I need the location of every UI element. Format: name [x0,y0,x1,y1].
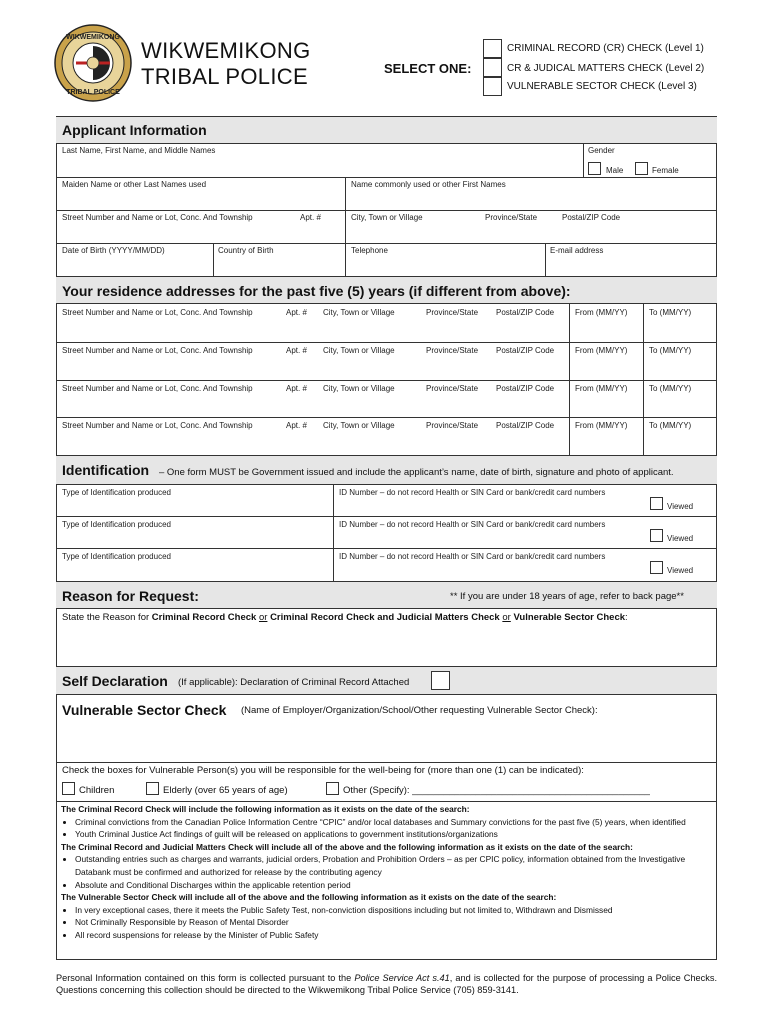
street-label: Street Number and Name or Lot, Conc. And Township [62,213,253,222]
id-number-label: ID Number – do not record Health or SIN Card or bank/credit card numbers [339,520,606,529]
reason-suffix: : [625,612,628,623]
viewed-checkbox[interactable] [650,561,663,574]
residence-province-label: Province/State [426,421,479,430]
crjm-info-list [61,853,713,891]
other-checkbox[interactable] [326,782,339,795]
footer-text-2: , and is collected for the purpose of processing a Police Checks. Questions concerning this collection should be directed to the Wikwemikong Tribal Police Service (705) 859-3141. [56,973,717,995]
reason-title: Reason for Request: [62,588,199,604]
svg-text:WIKWEMIKONG: WIKWEMIKONG [66,34,120,41]
reason-or1: or [258,612,268,623]
residence-from-label: From (MM/YY) [575,421,628,430]
residence-to-label: To (MM/YY) [649,384,692,393]
crc-info-item: • Youth Criminal Justice Act findings of guilt will be released on applications to government institutions/organizations [75,828,713,841]
privacy-footer [56,972,717,996]
residence-from-label: From (MM/YY) [575,384,628,393]
vulnerable-title: Vulnerable Sector Check [62,702,227,718]
elderly-checkbox[interactable] [146,782,159,795]
footer-act: Police Service Act s.41 [354,973,450,983]
female-checkbox[interactable] [635,162,648,175]
vulnerable-subtitle: (Name of Employer/Organization/School/Other requesting Vulnerable Sector Check): [241,705,598,716]
select-one-label: SELECT ONE: [384,61,472,76]
identification-title: Identification [62,462,150,478]
elderly-label: Elderly (over 65 years of age) [163,785,288,796]
viewed-checkbox[interactable] [650,497,663,510]
option-checkbox-level3[interactable] [483,77,502,96]
male-label: Male [606,166,624,175]
reason-or2: or [502,612,511,623]
residence-street-label: Street Number and Name or Lot, Conc. And Township [62,346,253,355]
residence-street-label: Street Number and Name or Lot, Conc. And Township [62,421,253,430]
police-seal-logo [54,24,132,102]
other-label: Other (Specify): _____________________________________________ [343,785,650,796]
email-label: E-mail address [550,246,604,255]
crc-info-list [61,816,713,841]
residence-apt-label: Apt. # [286,346,307,355]
option-checkbox-level2[interactable] [483,58,502,77]
residence-to-label: To (MM/YY) [649,346,692,355]
city-label: City, Town or Village [351,213,423,222]
residence-city-label: City, Town or Village [323,346,395,355]
residence-city-label: City, Town or Village [323,421,395,430]
crjm-info-item: • Outstanding entries such as charges and warrants, judicial orders, Probation and Prohibition Orders – as per CPIC policy, information obtained from the Investigative Databank must be confirmed and authorized for release by the contributing agency [75,853,713,878]
residence-street-label: Street Number and Name or Lot, Conc. And Township [62,308,253,317]
residence-province-label: Province/State [426,346,479,355]
maiden-name-label: Maiden Name or other Last Names used [62,180,207,189]
id-type-label: Type of Identification produced [62,488,171,497]
residence-apt-label: Apt. # [286,421,307,430]
names-label: Last Name, First Name, and Middle Names [62,146,216,155]
vsc-info-heading: The Vulnerable Sector Check will include all of the above and the following information as it exists on the date of the search: [61,892,557,903]
postal-label: Postal/ZIP Code [562,213,621,222]
residence-city-label: City, Town or Village [323,384,395,393]
province-label: Province/State [485,213,538,222]
reason-prefix: State the Reason for [62,612,152,623]
id-number-label: ID Number – do not record Health or SIN Card or bank/credit card numbers [339,552,606,561]
identification-subtitle: – One form MUST be Government issued and include the applicant’s name, date of birth, signature and photo of applicant. [159,467,674,478]
residence-from-label: From (MM/YY) [575,346,628,355]
crjm-info-heading: The Criminal Record and Judicial Matters Check will include all of the above and the following information as it exists on the date of the search: [61,841,633,852]
reason-crc: Criminal Record Check [151,612,257,623]
option-label-level1: CRIMINAL RECORD (CR) CHECK (Level 1) [507,43,704,54]
gender-label: Gender [588,146,615,155]
self-declaration-subtitle: (If applicable): Declaration of Criminal Record Attached [178,677,410,688]
reason-vsc: Vulnerable Sector Check [513,612,626,623]
dob-label: Date of Birth (YYYY/MM/DD) [62,246,165,255]
option-checkbox-level1[interactable] [483,39,502,58]
under-18-note: ** If you are under 18 years of age, refer to back page** [450,591,684,602]
residence-province-label: Province/State [426,308,479,317]
vulnerable-boxes-label: Check the boxes for Vulnerable Person(s) you will be responsible for the well-being for (more than one (1) can be indicated): [62,765,584,776]
org-name-line2: TRIBAL POLICE [141,64,308,89]
vsc-info-item: • In very exceptional cases, there it meets the Public Safety Test, non-conviction dispositions including but not limited to, Withdrawn and Dismissed [75,904,713,917]
self-declaration-checkbox[interactable] [431,671,450,690]
svg-text:TRIBAL POLICE: TRIBAL POLICE [66,89,120,96]
residence-to-label: To (MM/YY) [649,308,692,317]
residence-street-label: Street Number and Name or Lot, Conc. And Township [62,384,253,393]
residence-city-label: City, Town or Village [323,308,395,317]
viewed-label: Viewed [667,534,694,543]
self-declaration-title: Self Declaration [62,673,168,689]
option-label-level3: VULNERABLE SECTOR CHECK (Level 3) [507,81,697,92]
crjm-info-item: • Absolute and Conditional Discharges within the applicable retention period [75,879,713,892]
reason-statement[interactable] [62,612,628,623]
residence-province-label: Province/State [426,384,479,393]
residence-postal-label: Postal/ZIP Code [496,384,555,393]
residence-postal-label: Postal/ZIP Code [496,421,555,430]
org-name-line1: WIKWEMIKONG [141,38,311,63]
female-label: Female [652,166,679,175]
check-info-block [61,803,713,942]
children-checkbox[interactable] [62,782,75,795]
id-type-label: Type of Identification produced [62,552,171,561]
children-label: Children [79,785,115,796]
crc-info-heading: The Criminal Record Check will include the following information as it exists on the date of the search: [61,804,470,814]
apt-label: Apt. # [300,213,321,222]
crc-info-item: • Criminal convictions from the Canadian Police Information Centre “CPIC” and/or local databases and Summary convictions for the past five (5) years, when identified [75,816,713,829]
id-type-label: Type of Identification produced [62,520,171,529]
viewed-label: Viewed [667,566,694,575]
country-label: Country of Birth [218,246,274,255]
applicant-section-title: Applicant Information [62,122,207,138]
option-label-level2: CR & JUDICAL MATTERS CHECK (Level 2) [507,63,705,74]
footer-text-1: Personal Information contained on this form is collected pursuant to the [56,973,355,983]
viewed-checkbox[interactable] [650,529,663,542]
telephone-label: Telephone [351,246,388,255]
residence-apt-label: Apt. # [286,384,307,393]
vsc-info-item: • All record suspensions for release by the Minister of Public Safety [75,929,713,942]
residence-postal-label: Postal/ZIP Code [496,346,555,355]
viewed-label: Viewed [667,502,694,511]
vsc-info-list [61,904,713,942]
residence-apt-label: Apt. # [286,308,307,317]
residence-from-label: From (MM/YY) [575,308,628,317]
id-number-label: ID Number – do not record Health or SIN Card or bank/credit card numbers [339,488,606,497]
reason-crjm: Criminal Record Check and Judicial Matters Check [270,612,500,623]
vsc-info-item: • Not Criminally Responsible by Reason of Mental Disorder [75,916,713,929]
common-name-label: Name commonly used or other First Names [351,180,506,189]
residence-to-label: To (MM/YY) [649,421,692,430]
residence-section-title: Your residence addresses for the past five (5) years (if different from above): [62,283,571,299]
male-checkbox[interactable] [588,162,601,175]
residence-postal-label: Postal/ZIP Code [496,308,555,317]
